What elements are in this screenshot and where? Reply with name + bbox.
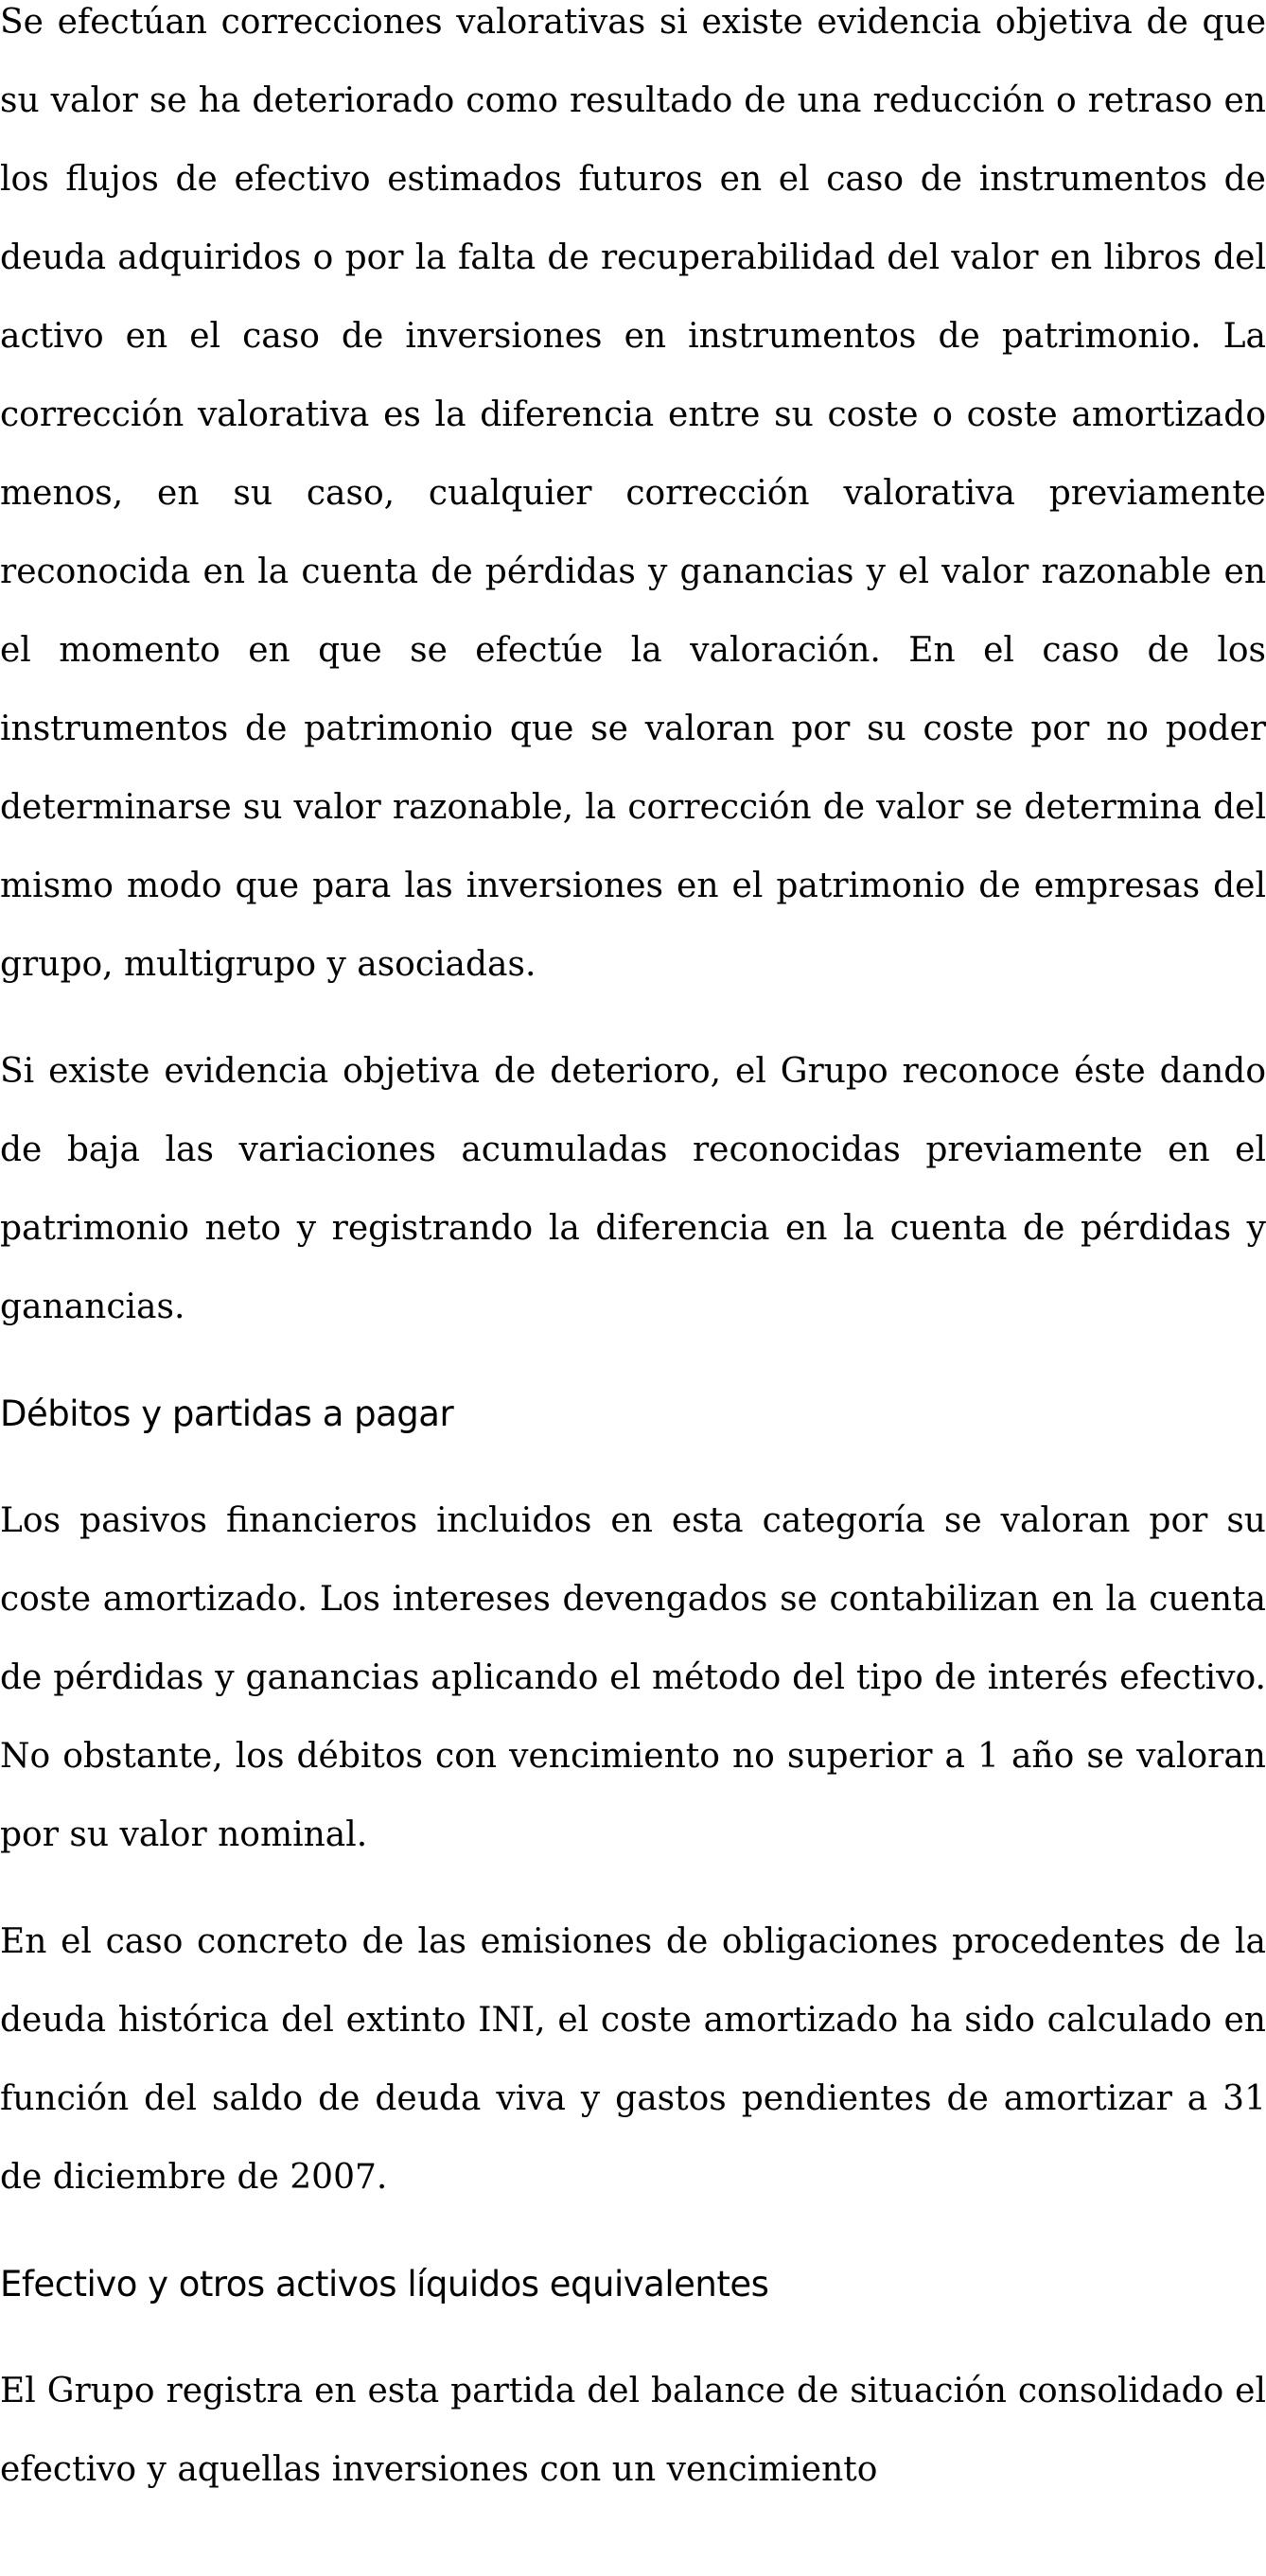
paragraph-correcciones-valorativas: Se efectúan correcciones valorativas si existe evidencia objetiva de que su valor se ha deteriorado como resultado de una reducción o retraso en los flujos de efectivo estimados futuros en el caso de instrumentos de deuda adquiridos o por la falta de recuperabilidad del valor en libros del activo en el caso de inversiones en instrumentos de patrimonio. La corrección valorativa es la diferencia entre su coste o coste amortizado menos, en su caso, cualquier corrección valorativa previamente reconocida en la cuenta de pérdidas y ganancias y el valor razonable en el momento en que se efectúe la valoración. En el caso de los instrumentos de patrimonio que se valoran por su coste por no poder determinarse su valor razonable, la corrección de valor se determina del mismo modo que para las inversiones en el patrimonio de empresas del grupo, multigrupo y asociadas. [0, 3, 1266, 984]
paragraph-efectivo-registro: El Grupo registra en esta partida del balance de situación consolidado el efectivo y aquellas inversiones con un vencimiento [0, 2372, 1266, 2489]
paragraph-emisiones-obligaciones: En el caso concreto de las emisiones de obligaciones procedentes de la deuda histórica del extinto INI, el coste amortizado ha sido calculado en función del saldo de deuda viva y gastos pendientes de amortizar a 31 de diciembre de 2007. [0, 1922, 1266, 2197]
heading-debitos-partidas-pagar: Débitos y partidas a pagar [0, 1393, 454, 1434]
paragraph-pasivos-financieros: Los pasivos financieros incluidos en esta categoría se valoran por su coste amortizado. Los intereses devengados se contabilizan en la cuenta de pérdidas y ganancias aplicando el método del tipo de interés efectivo. No obstante, los débitos con vencimiento no superior a 1 año se valoran por su valor nominal. [0, 1501, 1266, 1854]
heading-efectivo-activos-liquidos: Efectivo y otros activos líquidos equivalentes [0, 2264, 769, 2304]
paragraph-evidencia-deterioro: Si existe evidencia objetiva de deterioro, el Grupo reconoce éste dando de baja las variaciones acumuladas reconocidas previamente en el patrimonio neto y registrando la diferencia en la cuenta de pérdidas y ganancias. [0, 1052, 1266, 1326]
